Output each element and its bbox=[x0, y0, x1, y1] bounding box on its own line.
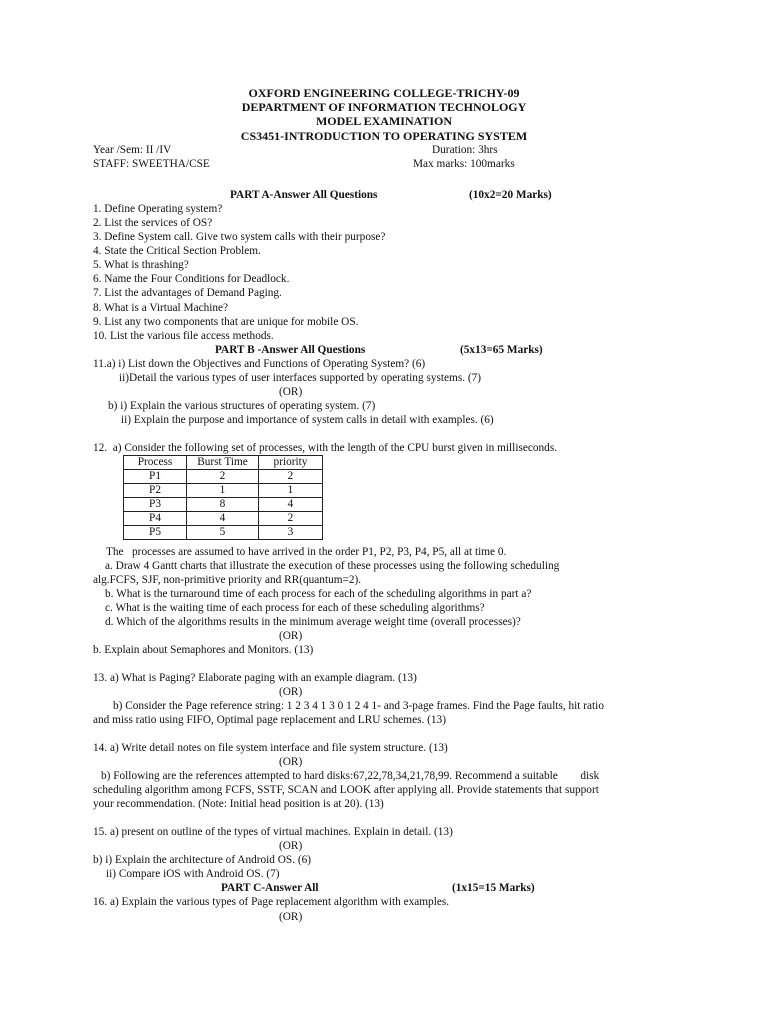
or-separator: (OR) bbox=[279, 756, 303, 768]
part-a-question: 9. List any two components that are unique for mobile OS. bbox=[93, 316, 359, 328]
part-a-question: 6. Name the Four Conditions for Deadlock. bbox=[93, 273, 290, 285]
part-a-question: 2. List the services of OS? bbox=[93, 217, 213, 229]
q14-b: scheduling algorithm among FCFS, SSTF, SCAN and LOOK after applying all. Provide statements that support bbox=[93, 784, 599, 796]
q14-b: your recommendation. (Note: Initial head position is at 20). (13) bbox=[93, 798, 384, 810]
q12-intro: 12. a) Consider the following set of processes, with the length of the CPU burst given in milliseconds. bbox=[93, 442, 558, 454]
table-cell: P4 bbox=[124, 512, 187, 526]
part-a-question: 8. What is a Virtual Machine? bbox=[93, 302, 229, 314]
q12-b: b. Explain about Semaphores and Monitors. (13) bbox=[93, 644, 314, 656]
part-a-marks: (10x2=20 Marks) bbox=[469, 189, 552, 201]
table-cell: 5 bbox=[187, 526, 259, 540]
table-cell: 4 bbox=[259, 498, 323, 512]
table-header-cell: Process bbox=[124, 456, 187, 470]
q15-b-ii: ii) Compare iOS with Android OS. (7) bbox=[106, 868, 280, 880]
q12-text: c. What is the waiting time of each process for each of these scheduling algorithms? bbox=[105, 602, 485, 614]
part-a-question: 3. Define System call. Give two system calls with their purpose? bbox=[93, 231, 386, 243]
table-row bbox=[124, 484, 323, 498]
q14-b: b) Following are the references attempted to hard disks:67,22,78,34,21,78,99. Recommend a suitable disk bbox=[101, 770, 600, 782]
table-cell: 4 bbox=[187, 512, 259, 526]
table-cell: 2 bbox=[259, 470, 323, 484]
table-row bbox=[124, 498, 323, 512]
or-separator: (OR) bbox=[279, 840, 303, 852]
part-c-title: PART C-Answer All bbox=[221, 882, 319, 894]
table-header-cell: priority bbox=[259, 456, 323, 470]
table-header-cell: Burst Time bbox=[187, 456, 259, 470]
part-a-question: 5. What is thrashing? bbox=[93, 259, 189, 271]
table-header-row bbox=[124, 456, 323, 470]
q12-text: a. Draw 4 Gantt charts that illustrate the execution of these processes using the following scheduling bbox=[105, 560, 560, 572]
part-a-question: 1. Define Operating system? bbox=[93, 203, 223, 215]
q12-text: The processes are assumed to have arrived in the order P1, P2, P3, P4, P5, all at time 0. bbox=[106, 546, 507, 558]
or-separator: (OR) bbox=[279, 686, 303, 698]
exam-title: MODEL EXAMINATION bbox=[315, 114, 453, 128]
table-row bbox=[124, 526, 323, 540]
or-separator: (OR) bbox=[279, 386, 303, 398]
duration: Duration: 3hrs bbox=[432, 144, 498, 156]
process-table bbox=[123, 455, 323, 540]
year-sem: Year /Sem: II /IV bbox=[93, 144, 172, 156]
q16-a: 16. a) Explain the various types of Page replacement algorithm with examples. bbox=[93, 896, 450, 908]
table-cell: 8 bbox=[187, 498, 259, 512]
part-a-title: PART A-Answer All Questions bbox=[230, 189, 378, 201]
table-cell: 1 bbox=[259, 484, 323, 498]
q13-b: b) Consider the Page reference string: 1 2 3 4 1 3 0 1 2 4 1- and 3-page frames. Find the Page faults, hit ratio bbox=[113, 700, 604, 712]
part-a-question: 7. List the advantages of Demand Paging. bbox=[93, 287, 282, 299]
course-title: CS3451-INTRODUCTION TO OPERATING SYSTEM bbox=[240, 129, 528, 143]
table-cell: P2 bbox=[124, 484, 187, 498]
part-c-marks: (1x15=15 Marks) bbox=[452, 882, 535, 894]
q11-a-i: 11.a) i) List down the Objectives and Functions of Operating System? (6) bbox=[93, 358, 426, 370]
q13-b: and miss ratio using FIFO, Optimal page replacement and LRU schemes. (13) bbox=[93, 714, 446, 726]
part-a-question: 4. State the Critical Section Problem. bbox=[93, 245, 261, 257]
q15-b-i: b) i) Explain the architecture of Android OS. (6) bbox=[93, 854, 312, 866]
q12-text: d. Which of the algorithms results in the minimum average weight time (overall processes)? bbox=[105, 616, 521, 628]
max-marks: Max marks: 100marks bbox=[413, 158, 515, 170]
college-name: OXFORD ENGINEERING COLLEGE-TRICHY-09 bbox=[248, 86, 520, 100]
q11-a-ii: ii)Detail the various types of user interfaces supported by operating systems. (7) bbox=[119, 372, 482, 384]
table-cell: 2 bbox=[187, 470, 259, 484]
q12-text: b. What is the turnaround time of each process for each of the scheduling algorithms in part a? bbox=[105, 588, 532, 600]
table-row bbox=[124, 512, 323, 526]
table-cell: P5 bbox=[124, 526, 187, 540]
part-b-title: PART B -Answer All Questions bbox=[215, 344, 366, 356]
table-row bbox=[124, 470, 323, 484]
q14-a: 14. a) Write detail notes on file system interface and file system structure. (13) bbox=[93, 742, 448, 754]
or-separator: (OR) bbox=[279, 911, 303, 923]
table-cell: 3 bbox=[259, 526, 323, 540]
q12-text: alg.FCFS, SJF, non-primitive priority and RR(quantum=2). bbox=[93, 574, 362, 586]
table-cell: 1 bbox=[187, 484, 259, 498]
q13-a: 13. a) What is Paging? Elaborate paging with an example diagram. (13) bbox=[93, 672, 417, 684]
q15-a: 15. a) present on outline of the types of virtual machines. Explain in detail. (13) bbox=[93, 826, 453, 838]
table-cell: 2 bbox=[259, 512, 323, 526]
part-a-question: 10. List the various file access methods. bbox=[93, 330, 274, 342]
or-separator: (OR) bbox=[279, 630, 303, 642]
table-cell: P3 bbox=[124, 498, 187, 512]
staff: STAFF: SWEETHA/CSE bbox=[93, 158, 210, 170]
part-b-marks: (5x13=65 Marks) bbox=[460, 344, 543, 356]
q11-b-ii: ii) Explain the purpose and importance of system calls in detail with examples. (6) bbox=[121, 414, 494, 426]
department-name: DEPARTMENT OF INFORMATION TECHNOLOGY bbox=[241, 100, 527, 114]
table-cell: P1 bbox=[124, 470, 187, 484]
q11-b-i: b) i) Explain the various structures of operating system. (7) bbox=[108, 400, 376, 412]
